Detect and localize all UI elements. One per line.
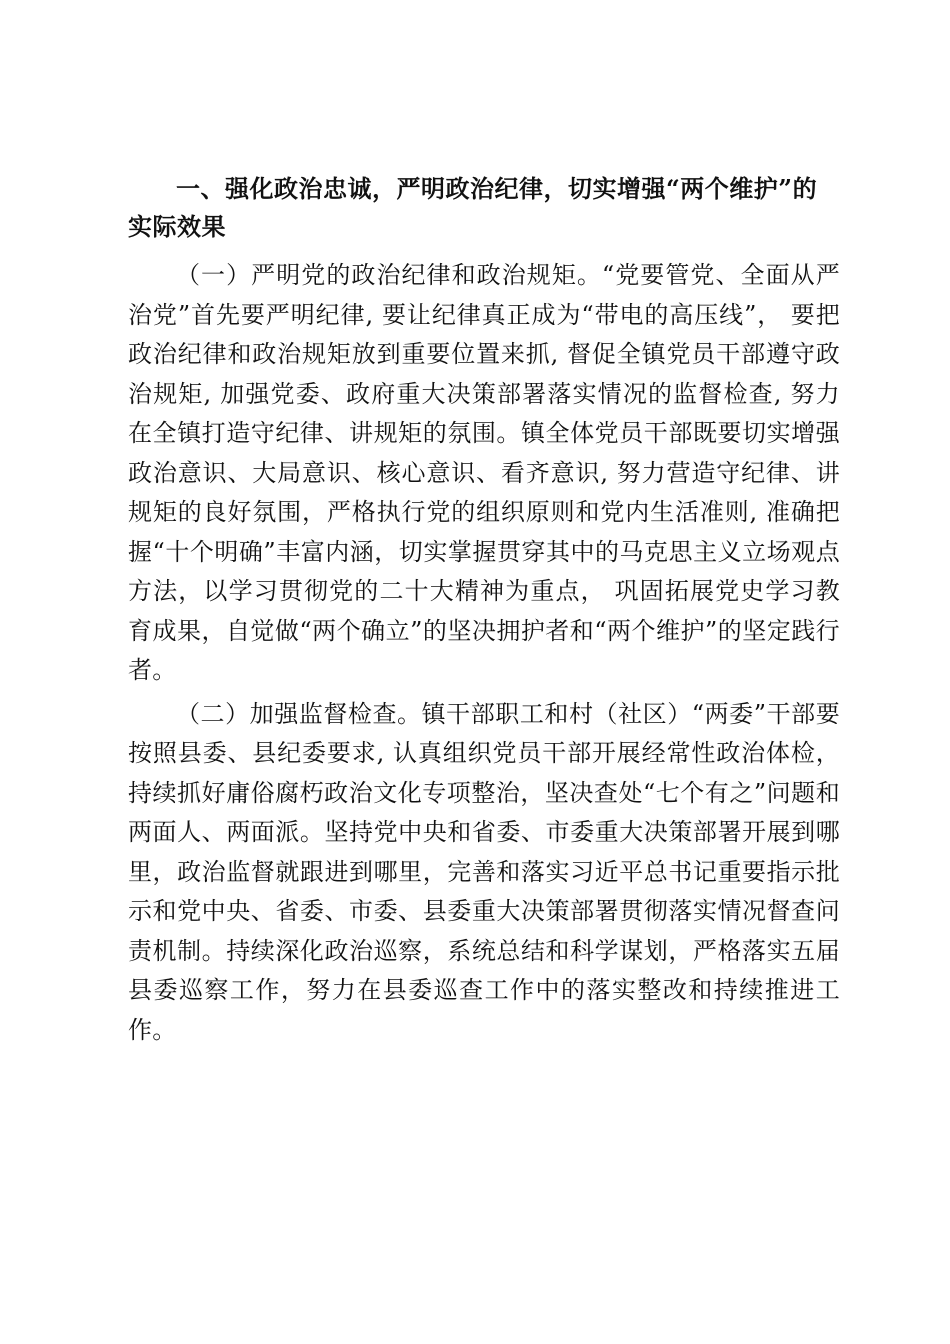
paragraph-supervision-inspection: （二）加强监督检查。镇干部职工和村（社区）“两委”干部要按照县委、县纪委要求, 认真组织党员干部开展经常性政治体检，持续抓好庸俗腐朽政治文化专项整治，坚决查处“七个有之”问题和两面人、两面派。坚持党中央和省委、市委重大决策部署开展到哪里，政治监督就跟进到哪里，完善和落实习近平总书记重要指示批示和党中央、省委、市委、县委重大决策部署贯彻落实情况督查问责机制。持续深化政治巡察，系统总结和科学谋划，严格落实五届县委巡察工作，努力在县委巡查工作中的落实整改和持续推进工作。 [128, 699, 840, 1044]
section-heading: 一、强化政治忠诚，严明政治纪律，切实增强“两个维护”的实际效果 [128, 174, 818, 241]
paragraph-political-discipline: （一）严明党的政治纪律和政治规矩。“党要管党、全面从严治党”首先要严明纪律, 要让纪律真正成为“带电的高压线”， 要把政治纪律和政治规矩放到重要位置来抓, 督促全镇党员干部遵守政治规矩, 加强党委、政府重大决策部署落实情况的监督检查, 努力在全镇打造守纪律、讲规矩的氛围。镇全体党员干部既要切实增强政治意识、大局意识、核心意识、看齐意识, 努力营造守纪律、讲规矩的良好氛围，严格执行党的组织原则和党内生活准则, 准确把握“十个明确”丰富内涵，切实掌握贯穿其中的马克思主义立场观点方法，以学习贯彻党的二十大精神为重点， 巩固拓展党史学习教育成果，自觉做“两个确立”的坚决拥护者和“两个维护”的坚定践行者。 [128, 261, 840, 684]
document-body [128, 170, 840, 1054]
